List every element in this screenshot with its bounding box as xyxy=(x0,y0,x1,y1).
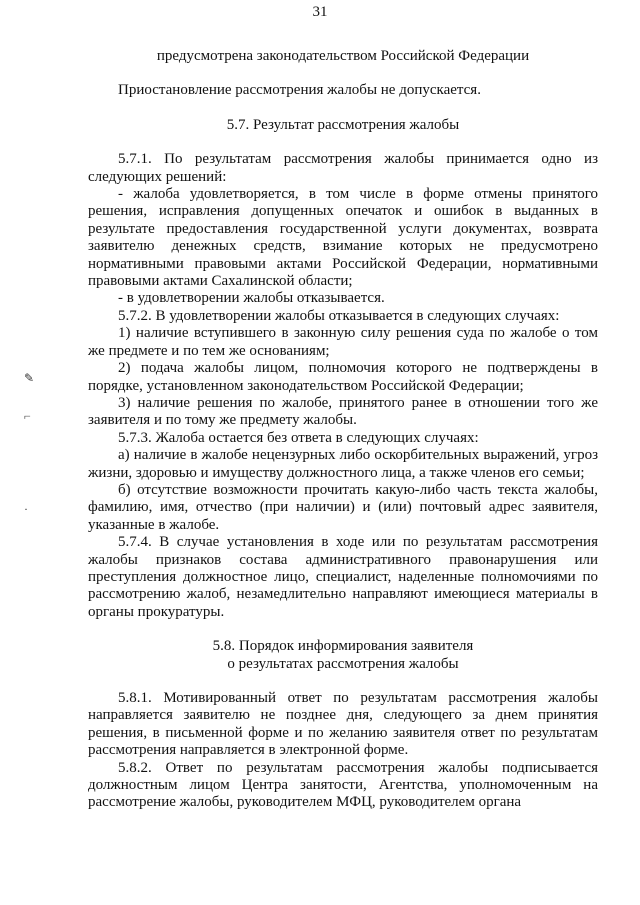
paragraph: 5.8.2. Ответ по результатам рассмотрения жалобы подписывается должностным лицом Центра занятости, Агентства, уполномоченным на рассмотрение жалобы, руководителем МФЦ, руководителем органа xyxy=(88,759,598,811)
document-body xyxy=(88,48,598,812)
paragraph: - в удовлетворении жалобы отказывается. xyxy=(118,290,385,307)
section-heading: о результатах рассмотрения жалобы xyxy=(227,655,459,672)
paragraph: 2) подача жалобы лицом, полномочия которого не подтверждены в порядке, установленном законодательством Российской Федерации; xyxy=(88,360,598,394)
scan-mark: ✎ xyxy=(24,371,35,385)
paragraph: а) наличие в жалобе нецензурных либо оскорбительных выражений, угроз жизни, здоровью и имуществу должностного лица, а также членов его семьи; xyxy=(88,447,598,481)
paragraph: 3) наличие решения по жалобе, принятого ранее в отношении того же заявителя и по тому же предмету жалобы. xyxy=(88,394,598,429)
paragraph: 5.7.1. По результатам рассмотрения жалобы принимается одно из следующих решений: xyxy=(88,151,598,185)
paragraph: предусмотрена законодательством Российской Федерации xyxy=(156,48,530,64)
page-number: 31 xyxy=(312,4,328,20)
paragraph: 5.7.4. В случае установления в ходе или по результатам рассмотрения жалобы признаков состава административного правонарушения или преступления должностное лицо, специалист, наделенные полномочиями по рассмотрению жалоб, незамедлительно направляют имеющиеся материалы в органы прокуратуры. xyxy=(88,534,598,620)
scan-mark: · xyxy=(24,502,28,516)
paragraph: 5.7.2. В удовлетворении жалобы отказывается в следующих случаях: xyxy=(118,307,560,324)
paragraph: Приостановление рассмотрения жалобы не допускается. xyxy=(118,82,481,99)
section-heading: 5.8. Порядок информирования заявителя xyxy=(212,638,474,655)
scan-mark: ⌐ xyxy=(24,409,31,423)
paragraph: - жалоба удовлетворяется, в том числе в форме отмены принятого решения, исправления допущенных опечаток и ошибок в выданных в результате предоставления государственной услуги документах, возврата заявителю денежных средств, взимание которых не предусмотрено нормативными правовыми актами Российской Федерации, нормативными правовыми актами Сахалинской области; xyxy=(88,186,598,290)
paragraph: 5.8.1. Мотивированный ответ по результатам рассмотрения жалобы направляется заявителю не позднее дня, следующего за днем принятия решения, в письменной форме и по желанию заявителя ответ по результатам рассмотрения направляется в электронной форме. xyxy=(88,690,598,759)
section-heading: 5.7. Результат рассмотрения жалобы xyxy=(226,116,460,133)
paragraph: 5.7.3. Жалоба остается без ответа в следующих случаях: xyxy=(118,429,479,446)
paragraph: б) отсутствие возможности прочитать какую-либо часть текста жалобы, фамилию, имя, отчество (при наличии) и (или) почтовый адрес заявителя, указанные в жалобе. xyxy=(88,481,598,533)
paragraph: 1) наличие вступившего в законную силу решения суда по жалобе о том же предмете и по тем же основаниям; xyxy=(88,325,598,359)
